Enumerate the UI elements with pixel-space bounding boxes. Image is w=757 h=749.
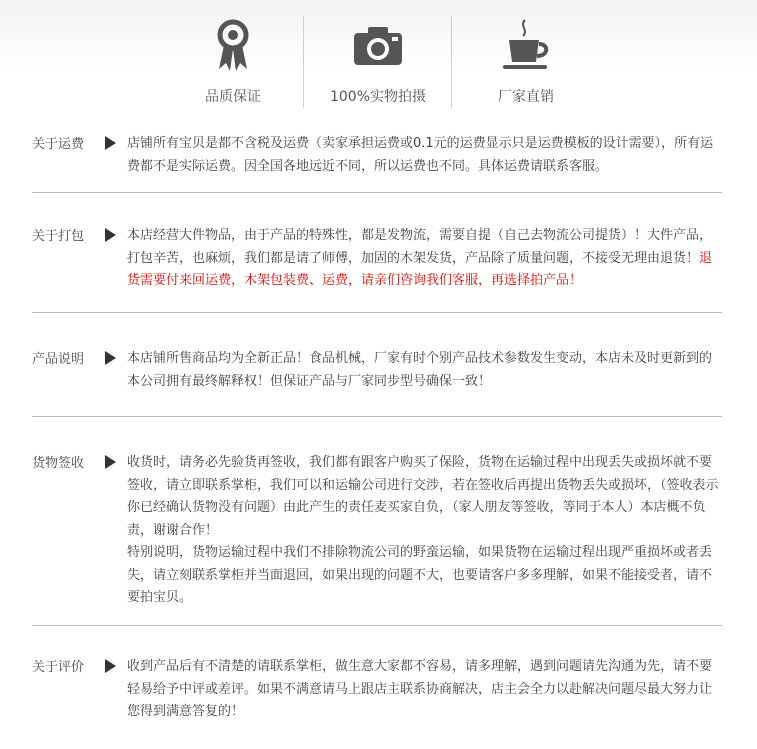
section-text: 本店铺所售商品均为全新正品！食品机械，厂家有时个别产品技术参数发生变动，本店未及时更新到的本公司拥有最终解释权！但保证产品与厂家同步型号确保一致！ — [127, 351, 713, 389]
play-arrow-icon — [105, 136, 116, 150]
section-text: 收到产品后有不清楚的请联系掌柜，做生意大家都不容易，请多理解，遇到问题请先沟通为先，请不要轻易给予中评或差评。如果不满意请马上跟店主联系协商解决，店主会全力以赴解决问题尽最大努力让您得到满意答复的！ — [127, 659, 713, 719]
section-receipt — [32, 452, 722, 605]
section-text: 店铺所有宝贝是都不含税及运费（卖家承担运费或0.1元的运费显示只是运费模板的设计需要），所有运费都不是实际运费。因全国各地远近不同，所以运费也不同。具体运费请联系客服。 — [127, 136, 714, 174]
section-packing — [32, 225, 722, 295]
section-divider — [32, 416, 722, 417]
coffee-cup-icon — [456, 18, 596, 74]
play-arrow-icon — [105, 228, 116, 242]
play-arrow-icon — [105, 659, 116, 673]
badge-divider — [451, 16, 452, 108]
section-divider — [32, 312, 722, 313]
play-arrow-icon — [105, 455, 116, 469]
ribbon-medal-icon — [163, 18, 303, 74]
section-title: 货物签收 — [32, 456, 85, 471]
camera-icon — [308, 18, 448, 74]
section-text-special: 特别说明，货物运输过程中我们不排除物流公司的野蛮运输，如果货物在运输过程出现严重损坏或者丢失，请立刻联系掌柜并当面退回，如果出现的问题不大，也要请客户多多理解，如果不能接受者，请不要拍宝贝。 — [127, 545, 713, 605]
badge-real-photo — [308, 18, 448, 106]
section-divider — [32, 192, 722, 193]
section-title: 关于运费 — [32, 137, 85, 152]
section-divider — [32, 625, 722, 626]
play-arrow-icon — [105, 351, 116, 365]
badge-divider — [303, 16, 304, 108]
section-shipping — [32, 133, 722, 183]
badge-quality-label: 品质保证 — [205, 89, 261, 105]
section-title: 关于打包 — [32, 229, 85, 244]
badge-factory-direct-label: 厂家直销 — [498, 89, 554, 105]
section-text: 收货时，请务必先验货再签收，我们都有跟客户购买了保险，货物在运输过程中出现丢失或损坏就不要签收，请立即联系掌柜，我们可以和运输公司进行交涉，若在签收后再提出货物丢失或损坏，（签收表示你已经确认货物没有问题）由此产生的责任麦买家自负，（家人朋友等签收，等同于本人）本店概不负责，谢谢合作！ — [127, 455, 719, 538]
section-text-wrap — [127, 452, 722, 610]
return-warning-text: 退货需要付来回运费，木架包装费、运费，请亲们咨询我们客服，再选择拍产品！ — [127, 250, 713, 288]
badge-real-photo-label: 100%实物拍摄 — [329, 89, 427, 105]
section-text: 本店经营大件物品，由于产品的特殊性，都是发物流，需要自提（自己去物流公司提货）！大件产品，打包辛苦，也麻烦，我们都是请了师傅，加固的木架发货，产品除了质量问题，不接受无理由退货！ — [127, 228, 713, 266]
section-title: 关于评价 — [32, 660, 85, 675]
section-title: 产品说明 — [32, 352, 85, 367]
badge-factory-direct — [456, 18, 596, 106]
section-product — [32, 348, 722, 398]
section-review — [32, 656, 722, 726]
badge-quality — [163, 18, 303, 106]
section-text-wrap — [127, 225, 722, 293]
